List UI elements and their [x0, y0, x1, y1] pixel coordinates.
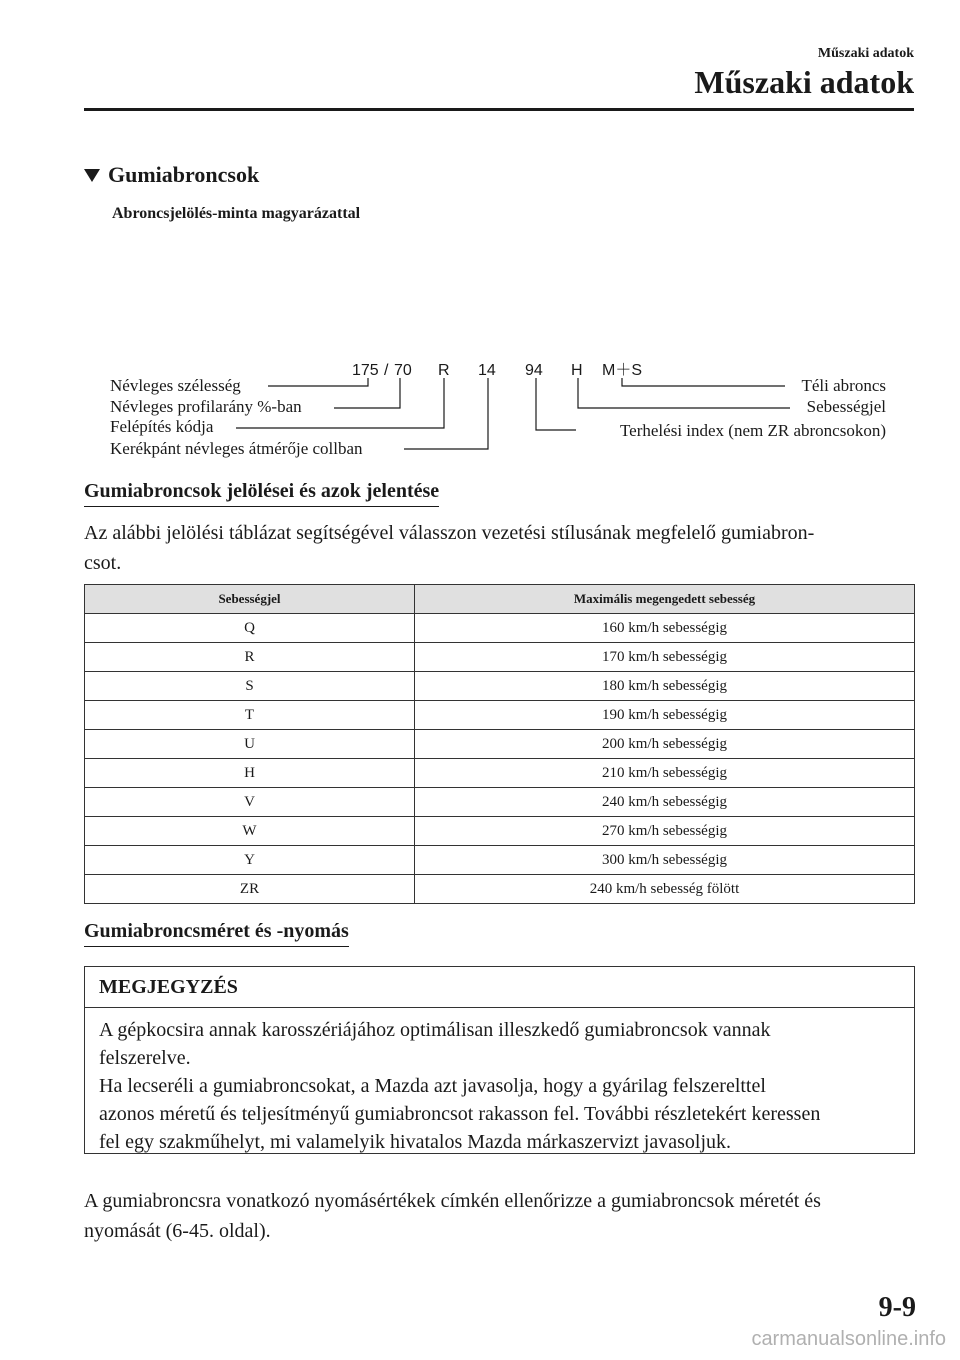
note-title: MEGJEGYZÉS: [85, 967, 914, 1008]
table-row: [85, 788, 915, 817]
speed-table: [84, 584, 915, 904]
table-cell-symbol: H: [85, 759, 415, 788]
label-rim-diameter: Kerékpánt névleges átmérője collban: [110, 439, 363, 458]
markings-intro: [84, 518, 914, 578]
table-cell-speed: 210 km/h sebességig: [415, 759, 915, 788]
table-cell-symbol: T: [85, 701, 415, 730]
table-cell-speed: 180 km/h sebességig: [415, 672, 915, 701]
leader-speed: [578, 378, 790, 408]
table-row: [85, 614, 915, 643]
code-winter: M＋S: [602, 362, 643, 379]
table-cell-speed: 190 km/h sebességig: [415, 701, 915, 730]
table-cell-symbol: U: [85, 730, 415, 759]
label-speed-symbol: Sebességjel: [806, 397, 886, 416]
leader-diameter: [404, 378, 488, 449]
table-header-max-speed: Maximális megengedett sebesség: [415, 585, 915, 614]
table-cell-symbol: W: [85, 817, 415, 846]
leader-ratio: [334, 378, 400, 408]
section-subtitle: Abroncsjelölés-minta magyarázattal: [112, 205, 361, 222]
table-cell-speed: 170 km/h sebességig: [415, 643, 915, 672]
tire-marking-diagram: [0, 350, 960, 470]
table-header-speed-symbol: Sebességjel: [85, 585, 415, 614]
code-construction: R: [438, 362, 450, 379]
table-row: [85, 643, 915, 672]
table-row: [85, 846, 915, 875]
table-cell-symbol: V: [85, 788, 415, 817]
triangle-down-icon: [84, 169, 100, 182]
table-row: [85, 701, 915, 730]
label-aspect-ratio: Névleges profilarány %-ban: [110, 397, 302, 416]
code-speed: H: [571, 362, 583, 379]
table-row: [85, 759, 915, 788]
note-body: [85, 1008, 914, 1156]
note-line: felszerelve.: [99, 1047, 191, 1069]
label-construction-code: Felépítés kódja: [110, 417, 214, 436]
table-row: [85, 730, 915, 759]
table-row: [85, 875, 915, 904]
note-line: A gépkocsira annak karosszériájához optimálisan illeszkedő gumiabroncsok vannak: [99, 1019, 771, 1041]
table-header-row: [85, 585, 915, 614]
markings-intro-line: csot.: [84, 552, 122, 574]
table-cell-speed: 240 km/h sebesség fölött: [415, 875, 915, 904]
table-cell-speed: 270 km/h sebességig: [415, 817, 915, 846]
table-cell-symbol: ZR: [85, 875, 415, 904]
table-cell-speed: 200 km/h sebességig: [415, 730, 915, 759]
note-line: azonos méretű és teljesítményű gumiabroncsot rakasson fel. További részletekért keressen: [99, 1103, 821, 1125]
pressure-line: A gumiabroncsra vonatkozó nyomásértékek címkén ellenőrizze a gumiabroncsok méretét és: [84, 1190, 821, 1212]
label-winter-tire: Téli abroncs: [801, 376, 886, 395]
table-row: [85, 817, 915, 846]
code-width: 175: [352, 362, 379, 379]
code-load: 94: [525, 362, 543, 379]
markings-intro-line: Az alábbi jelölési táblázat segítségével válasszon vezetési stílusának megfelelő gumiabron-: [84, 522, 815, 544]
leader-winter: [622, 378, 785, 386]
page-number: 9-9: [878, 1292, 916, 1323]
header-rule: [84, 108, 914, 111]
code-ratio: 70: [394, 362, 412, 379]
table-cell-speed: 300 km/h sebességig: [415, 846, 915, 875]
running-header-small: Műszaki adatok: [817, 46, 914, 61]
note-line: Ha lecseréli a gumiabroncsokat, a Mazda azt javasolja, hogy a gyárilag felszerelttel: [99, 1075, 766, 1097]
leader-load: [536, 378, 576, 430]
watermark: carmanualsonline.info: [751, 1328, 946, 1350]
table-cell-symbol: S: [85, 672, 415, 701]
note-box: [84, 966, 915, 1154]
pressure-line: nyomását (6-45. oldal).: [84, 1220, 271, 1242]
table-row: [85, 672, 915, 701]
size-heading: Gumiabroncsméret és -nyomás: [84, 920, 349, 947]
running-header-title: Műszaki adatok: [694, 64, 914, 100]
section-title: [84, 162, 259, 188]
table-cell-symbol: R: [85, 643, 415, 672]
table-cell-symbol: Q: [85, 614, 415, 643]
code-diameter: 14: [478, 362, 496, 379]
table-cell-speed: 240 km/h sebességig: [415, 788, 915, 817]
note-line: fel egy szakműhelyt, mi valamelyik hivatalos Mazda márkaszervizt javasoljuk.: [99, 1131, 732, 1153]
section-title-text: Gumiabroncsok: [108, 162, 260, 187]
markings-heading: Gumiabroncsok jelölései és azok jelentése: [84, 480, 439, 507]
label-load-index: Terhelési index (nem ZR abroncsokon): [619, 421, 886, 440]
leader-width: [268, 378, 368, 386]
table-cell-speed: 160 km/h sebességig: [415, 614, 915, 643]
table-cell-symbol: Y: [85, 846, 415, 875]
pressure-paragraph: [84, 1186, 914, 1246]
code-slash: /: [384, 362, 389, 379]
label-nominal-width: Névleges szélesség: [110, 376, 241, 395]
